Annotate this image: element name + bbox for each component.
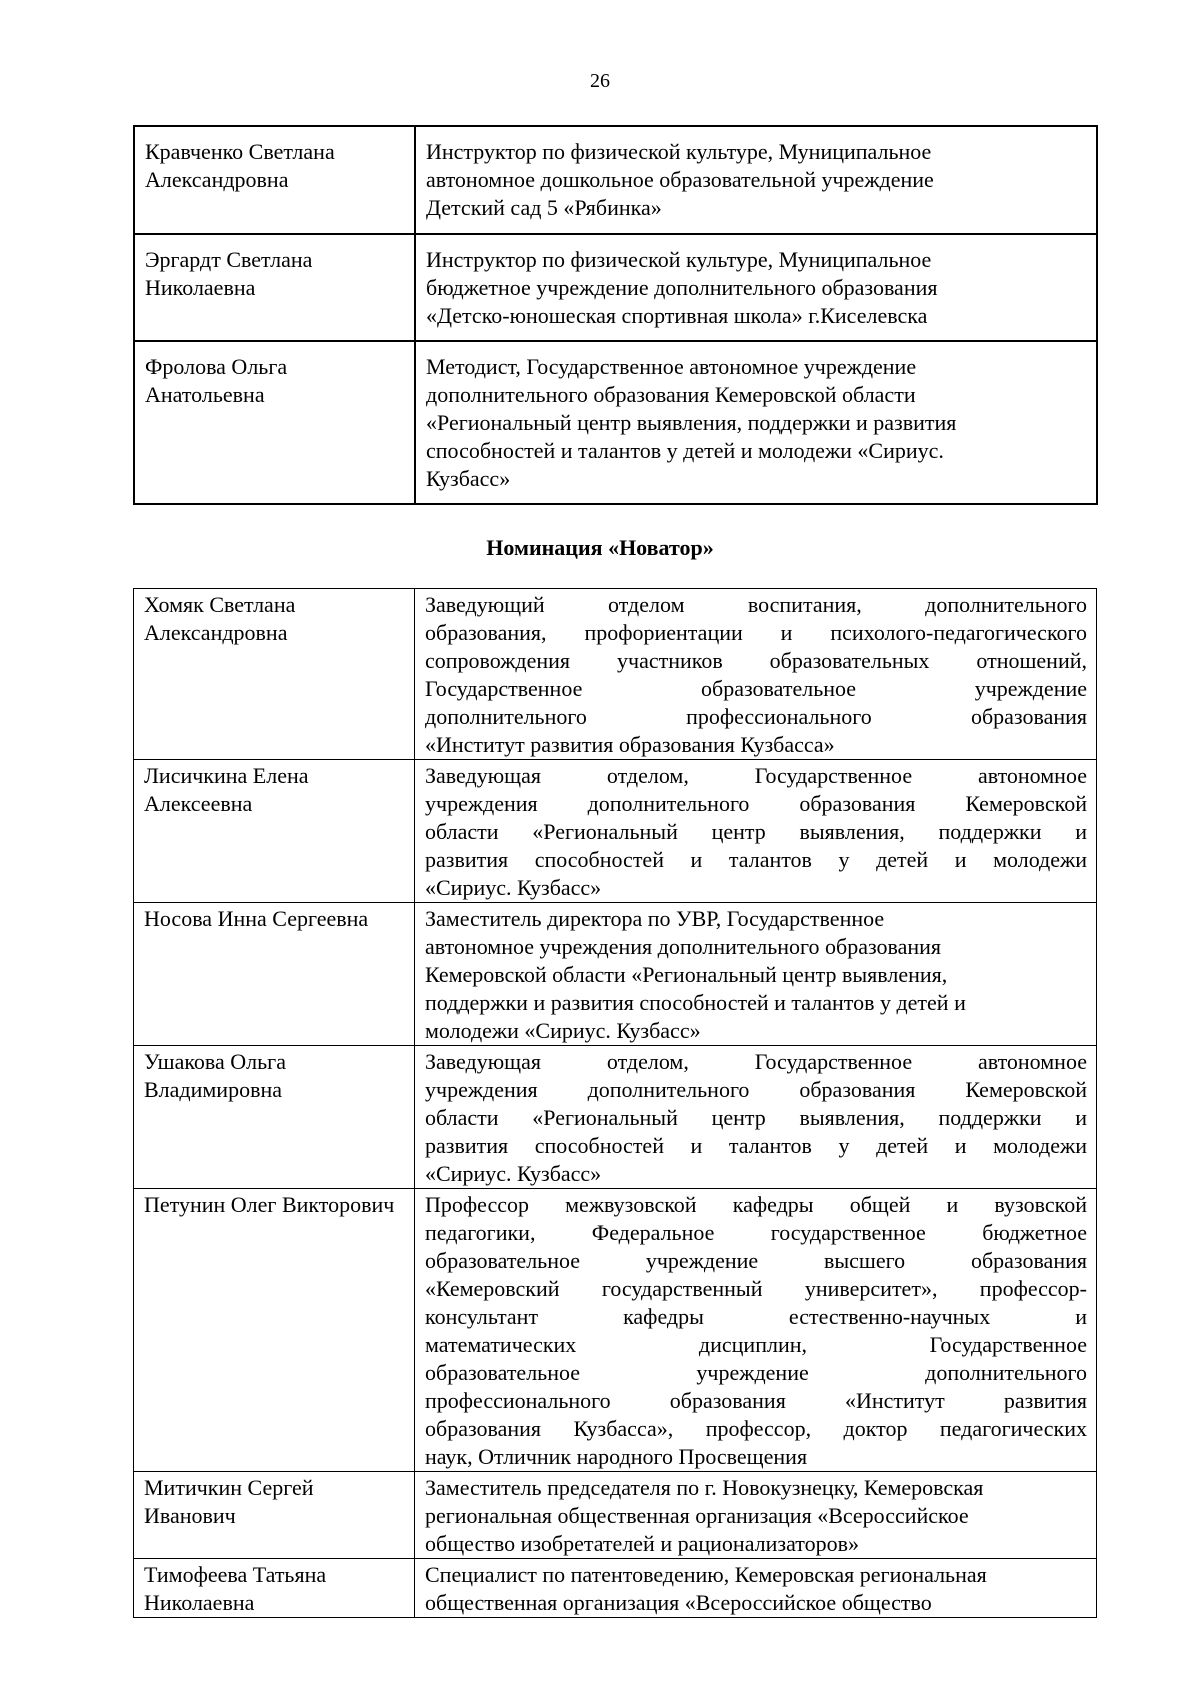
table-row [134, 589, 1097, 760]
position-line: поддержки и развития способностей и талантов у детей и [425, 990, 966, 1015]
person-name-cell [134, 589, 415, 760]
position-line: автономное учреждения дополнительного образования [425, 934, 942, 959]
person-name-line: Алексеевна [144, 791, 253, 816]
position-line: педагогики, Федеральное государственное бюджетное [425, 1220, 1087, 1245]
person-name-line: Митичкин Сергей [144, 1475, 314, 1500]
person-name-line: Фролова Ольга [145, 354, 288, 379]
position-cell [415, 234, 1097, 341]
position-line: региональная общественная организация «Всероссийское [425, 1503, 969, 1528]
person-name-line: Ушакова Ольга [144, 1049, 286, 1074]
person-name-line: Николаевна [144, 1590, 255, 1615]
position-line: развития способностей и талантов у детей и молодежи [425, 847, 1087, 872]
person-name-cell [134, 1046, 415, 1189]
table-row [134, 1189, 1097, 1472]
person-name-cell [134, 760, 415, 903]
position-cell [415, 760, 1097, 903]
position-line: сопровождения участников образовательных отношений, [425, 648, 1087, 673]
position-line: «Детско-юношеская спортивная школа» г.Киселевска [426, 303, 928, 328]
position-line: Кузбасс» [426, 466, 511, 491]
person-name-cell [134, 903, 415, 1046]
position-line: учреждения дополнительного образования Кемеровской [425, 1077, 1087, 1102]
position-cell [415, 341, 1097, 504]
position-line: образования, профориентации и психолого-педагогического [425, 620, 1087, 645]
position-line: Инструктор по физической культуре, Муниципальное [426, 247, 932, 272]
page-number: 26 [590, 70, 610, 92]
person-name-line: Александровна [145, 167, 289, 192]
person-name-cell [134, 341, 415, 504]
position-line: общество изобретателей и рационализаторов» [425, 1531, 859, 1556]
position-line: области «Региональный центр выявления, поддержки и [425, 1105, 1087, 1130]
position-line: дополнительного образования Кемеровской области [426, 382, 916, 407]
position-line: образовательное учреждение высшего образования [425, 1248, 1087, 1273]
person-name-line: Хомяк Светлана [144, 592, 296, 617]
table-row [134, 903, 1097, 1046]
position-line: области «Региональный центр выявления, поддержки и [425, 819, 1087, 844]
position-line: Кемеровской области «Региональный центр выявления, [425, 962, 948, 987]
position-line: «Региональный центр выявления, поддержки и развития [426, 410, 957, 435]
position-cell [415, 903, 1097, 1046]
position-line: молодежи «Сириус. Кузбасс» [425, 1018, 701, 1043]
table-row [134, 760, 1097, 903]
position-line: профессионального образования «Институт развития [425, 1388, 1087, 1413]
position-line: Заместитель председателя по г. Новокузнецку, Кемеровская [425, 1475, 984, 1500]
position-line: Заместитель директора по УВР, Государственное [425, 906, 885, 931]
person-name-line: Владимировна [144, 1077, 283, 1102]
person-name-line: Николаевна [145, 275, 256, 300]
table-row [134, 234, 1097, 341]
position-line: общественная организация «Всероссийское общество [425, 1590, 932, 1615]
position-line: Профессор межвузовской кафедры общей и вузовской [425, 1192, 1087, 1217]
position-cell [415, 1046, 1097, 1189]
position-cell [415, 126, 1097, 234]
jury-table-1 [133, 125, 1098, 505]
position-line: консультант кафедры естественно-научных и [425, 1304, 1087, 1329]
position-line: наук, Отличник народного Просвещения [425, 1444, 808, 1469]
position-line: Заведующая отделом, Государственное автономное [425, 763, 1087, 788]
position-line: развития способностей и талантов у детей и молодежи [425, 1133, 1087, 1158]
position-cell [415, 589, 1097, 760]
position-line: «Кемеровский государственный университет», профессор- [425, 1276, 1087, 1301]
position-cell [415, 1189, 1097, 1472]
position-line: Заведующий отделом воспитания, дополнительного [425, 592, 1087, 617]
position-line: дополнительного профессионального образования [425, 704, 1087, 729]
position-line: «Сириус. Кузбасс» [425, 1161, 602, 1186]
person-name-cell [134, 1472, 415, 1559]
person-name-cell [134, 126, 415, 234]
position-line: способностей и талантов у детей и молодежи «Сириус. [426, 438, 944, 463]
person-name-cell [134, 234, 415, 341]
position-line: Заведующая отделом, Государственное автономное [425, 1049, 1087, 1074]
person-name-line: Лисичкина Елена [144, 763, 309, 788]
jury-table-novator [133, 588, 1097, 1618]
position-line: «Сириус. Кузбасс» [425, 875, 602, 900]
position-cell [415, 1559, 1097, 1618]
person-name-line: Петунин Олег Викторович [144, 1192, 395, 1217]
position-line: Специалист по патентоведению, Кемеровская региональная [425, 1562, 987, 1587]
position-cell [415, 1472, 1097, 1559]
position-line: Методист, Государственное автономное учреждение [426, 354, 917, 379]
position-line: Государственное образовательное учреждение [425, 676, 1087, 701]
table-row [134, 1559, 1097, 1618]
position-line: Детский сад 5 «Рябинка» [426, 195, 662, 220]
position-line: образования Кузбасса», профессор, доктор педагогических [425, 1416, 1087, 1441]
table-row [134, 1046, 1097, 1189]
person-name-cell [134, 1189, 415, 1472]
position-line: математических дисциплин, Государственное [425, 1332, 1087, 1357]
table-row [134, 341, 1097, 504]
position-line: образовательное учреждение дополнительного [425, 1360, 1087, 1385]
person-name-line: Кравченко Светлана [145, 139, 335, 164]
table-row [134, 126, 1097, 234]
person-name-cell [134, 1559, 415, 1618]
position-line: автономное дошкольное образовательной учреждение [426, 167, 934, 192]
position-line: Инструктор по физической культуре, Муниципальное [426, 139, 932, 164]
position-line: учреждения дополнительного образования Кемеровской [425, 791, 1087, 816]
table-row [134, 1472, 1097, 1559]
person-name-line: Иванович [144, 1503, 236, 1528]
section-title: Номинация «Новатор» [486, 535, 714, 560]
person-name-line: Анатольевна [145, 382, 265, 407]
person-name-line: Носова Инна Сергеевна [144, 906, 369, 931]
person-name-line: Эргардт Светлана [145, 247, 313, 272]
position-line: «Институт развития образования Кузбасса» [425, 732, 835, 757]
person-name-line: Александровна [144, 620, 288, 645]
position-line: бюджетное учреждение дополнительного образования [426, 275, 938, 300]
person-name-line: Тимофеева Татьяна [144, 1562, 327, 1587]
